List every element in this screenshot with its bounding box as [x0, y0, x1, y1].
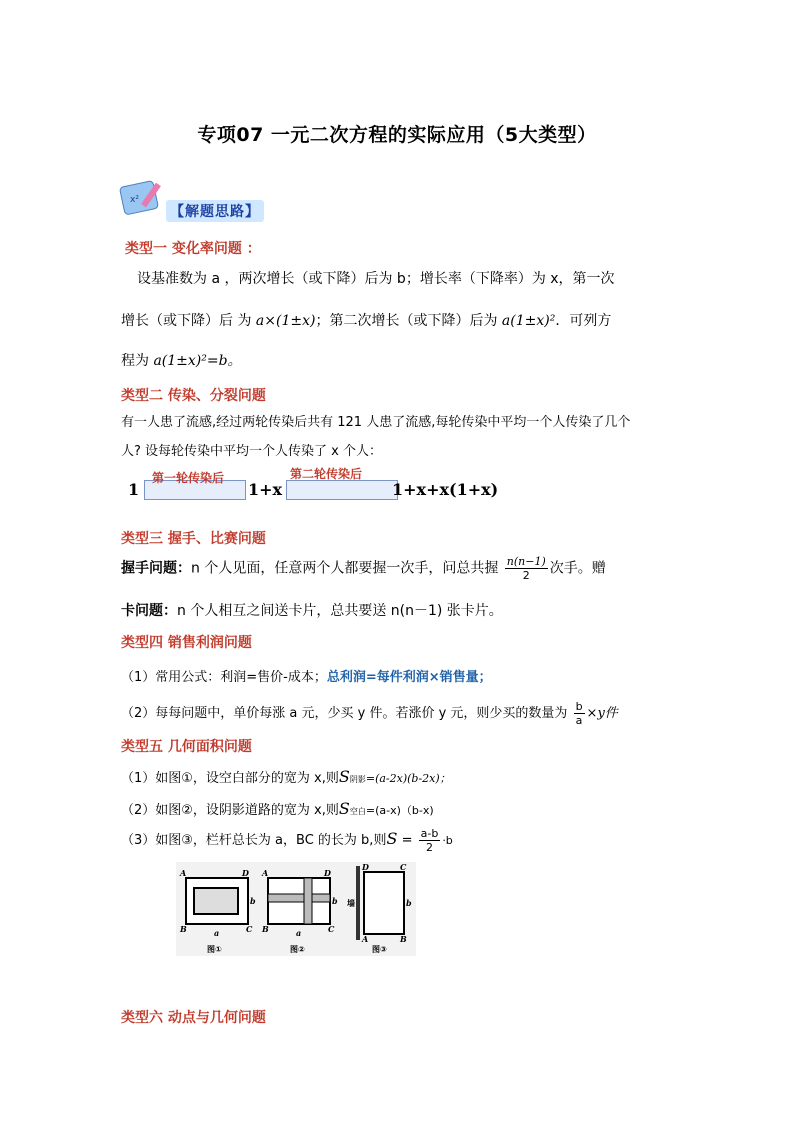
solution-idea-banner — [118, 178, 278, 220]
fig2-caption: 图② — [290, 945, 305, 954]
svg-text:B: B — [262, 924, 269, 934]
svg-text:a: a — [296, 928, 302, 938]
arrow-2-label: 第二轮传染后 — [290, 467, 363, 481]
svg-text:a: a — [214, 928, 220, 938]
figures-svg — [176, 862, 416, 956]
svg-text:b: b — [332, 896, 338, 906]
type4-line1: （1）常用公式：利润=售价-成本；总利润=每件利润×销售量； — [121, 670, 492, 685]
arrow-1-label: 第一轮传染后 — [152, 471, 225, 485]
svg-text:C: C — [328, 924, 335, 934]
arrow-2 — [286, 480, 398, 500]
type5-heading: 类型五 几何面积问题 — [121, 739, 252, 755]
type2-line1: 有一人患了流感,经过两轮传染后共有 121 人患了流感,每轮传染中平均一个人传染了几个 — [121, 415, 631, 430]
svg-text:B: B — [180, 924, 187, 934]
type1-line2: 增长（或下降）后 为 a×(1±x)；第二次增长（或下降）后为 a(1±x)²．可列方 — [121, 313, 612, 329]
wall-label: 墙 — [347, 899, 355, 908]
diagram-start: 1 — [128, 480, 140, 499]
svg-text:b: b — [250, 896, 256, 906]
svg-text:D: D — [242, 868, 249, 878]
geometry-figures — [176, 862, 416, 956]
type5-line1: （1）如图①，设空白部分的宽为 x,则S阴影=(a-2x)(b-2x)； — [121, 767, 451, 786]
handshake-fraction: $\frac{n(n-1)}{2}$ — [506, 555, 546, 582]
type3-card: 卡问题：n 个人相互之间送卡片，总共要送 n(n－1) 张卡片。 — [121, 603, 503, 619]
figure-2 — [261, 868, 338, 938]
type5-line3: （3）如图③，栏杆总长为 a，BC 的长为 b,则S = $\frac{a-b}{2}$ ·b — [121, 827, 453, 854]
rate-fraction: $\frac{b}{a}$ — [575, 700, 583, 727]
fig3-caption: 图③ — [372, 945, 387, 954]
type4-line2: （2）每每问题中，单价每涨 a 元，少买 y 件。若涨价 y 元，则少买的数量为 $\frac{b}{a}$ ×y件 — [121, 700, 618, 727]
figure-1 — [179, 868, 256, 938]
svg-text:D: D — [324, 868, 331, 878]
svg-text:A: A — [362, 934, 369, 944]
type6-heading: 类型六 动点与几何问题 — [121, 1010, 266, 1026]
type5-line2: （2）如图②，设阴影道路的宽为 x,则S空白=(a-x)（b-x) — [121, 799, 434, 818]
type3-handshake: 握手问题：n 个人见面，任意两个人都要握一次手，问总共握 $\frac{n(n-1)}{2}$ 次手。赠 — [121, 555, 606, 582]
svg-text:B: B — [400, 934, 407, 944]
type3-heading: 类型三 握手、比赛问题 — [121, 531, 266, 547]
banner-label: 【解题思路】 — [166, 200, 264, 222]
type4-heading: 类型四 销售利润问题 — [121, 635, 252, 651]
type2-heading: 类型二 传染、分裂问题 — [121, 388, 266, 404]
type1-line1: 设基准数为 a ，两次增长（或下降）后为 b；增长率（下降率）为 x，第一次 — [137, 271, 615, 287]
svg-text:D: D — [362, 862, 369, 872]
area-fraction: $\frac{a-b}{2}$ — [420, 827, 439, 854]
type1-line3: 程为 a(1±x)²=b。 — [121, 353, 242, 369]
svg-text:C: C — [400, 862, 407, 872]
diagram-end: 1+x+x(1+x) — [392, 480, 499, 499]
svg-text:A: A — [180, 868, 187, 878]
type2-line2: 人? 设每轮传染中平均一个人传染了 x 个人： — [121, 444, 382, 459]
svg-text:A: A — [262, 868, 269, 878]
svg-text:x²: x² — [130, 195, 139, 205]
svg-text:b: b — [406, 898, 412, 908]
figure-3 — [356, 862, 412, 944]
fig1-caption: 图① — [207, 945, 222, 954]
diagram-mid: 1+x — [248, 480, 283, 499]
page-title: 专项07 一元二次方程的实际应用（5大类型） — [197, 124, 597, 146]
type1-heading: 类型一 变化率问题 ： — [125, 241, 261, 257]
svg-text:C: C — [246, 924, 253, 934]
